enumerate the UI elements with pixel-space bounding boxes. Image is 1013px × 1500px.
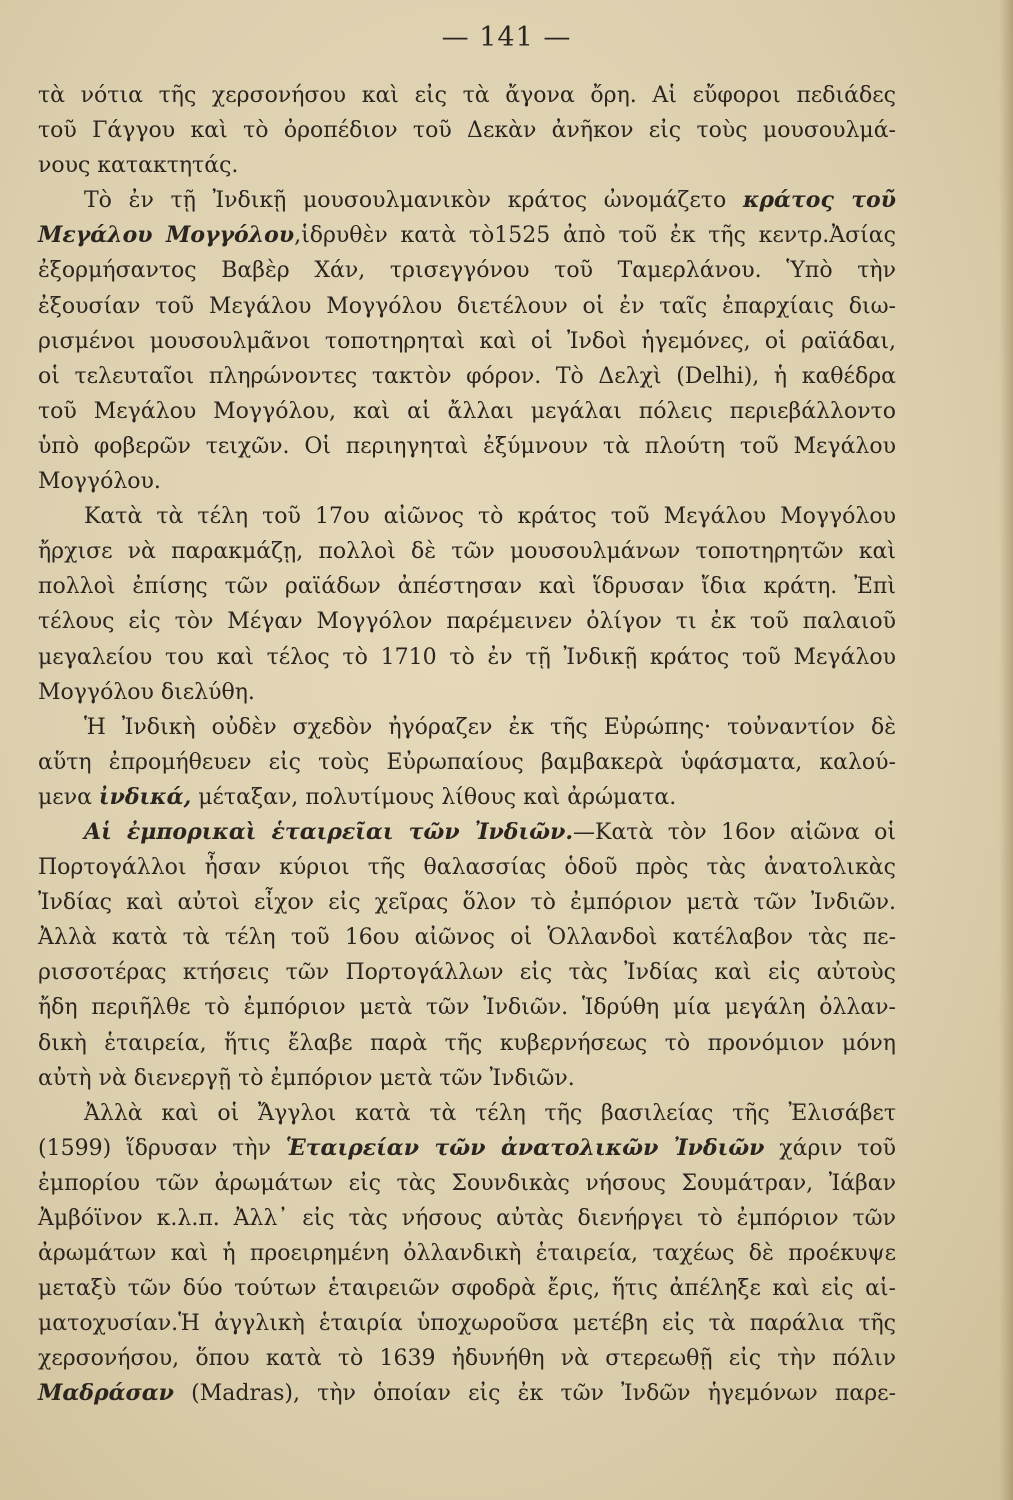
page-number: — 141 — xyxy=(441,22,572,53)
text-line: ρισσοτέρας κτήσεις τῶν Πορτογάλλων εἰς τὰς Ἰνδίας καὶ εἰς αὐτοὺς xyxy=(38,960,896,986)
text-line: Ἡ Ἰνδικὴ οὐδὲν σχεδὸν ἠγόραζεν ἐκ τῆς Εὐρώπης· τοὐναντίον δὲ xyxy=(84,714,896,740)
text-line: Ἀμβόϊνον κ.λ.π. Ἀλλ᾿ εἰς τὰς νήσους αὐτὰς διενήργει τὸ ἐμπόριον τῶν xyxy=(38,1206,896,1231)
text-line: ἐξορμήσαντος Βαβὲρ Χάν, τρισεγγόνου τοῦ Ταμερλάνου. Ὑπὸ τὴν xyxy=(38,258,896,284)
text-line: ὑπὸ φοβερῶν τειχῶν. Οἱ περιηγηταὶ ἐξύμνουν τὰ πλούτη τοῦ Μεγάλου xyxy=(38,433,896,459)
text-line: νους κατακτητάς. xyxy=(38,153,239,179)
text-line: τοῦ Γάγγου καὶ τὸ ὀροπέδιον τοῦ Δεκὰν ἀνῆκον εἰς τοὺς μουσουλμά- xyxy=(38,118,896,144)
text-run: ,ἱδρυθὲν κατὰ τὸ1525 ἀπὸ τοῦ ἐκ τῆς κεντρ.Ἀσίας xyxy=(294,223,896,249)
text-run: Τὸ ἐν τῇ Ἰνδικῇ μουσουλμανικὸν κράτος ὠνομάζετο xyxy=(84,188,743,214)
text-line: Ἀλλὰ καὶ οἱ Ἄγγλοι κατὰ τὰ τέλη τῆς βασιλείας τῆς Ἐλισάβετ xyxy=(84,1100,896,1126)
text-run: μέταξαν, πολυτίμους λίθους καὶ ἀρώματα. xyxy=(191,784,677,810)
text-line: ματοχυσίαν.Ἡ ἀγγλικὴ ἑταιρία ὑποχωροῦσα μετέβη εἰς τὰ παράλια τῆς xyxy=(38,1311,896,1337)
text-run: μενα xyxy=(38,784,99,810)
text-line: οἱ τελευταῖοι πληρώνοντες τακτὸν φόρον. Τὸ Δελχὶ (Delhi), ἡ καθέδρα xyxy=(38,363,896,389)
text-line: δικὴ ἑταιρεία, ἥτις ἔλαβε παρὰ τῆς κυβερνήσεως τὸ προνόμιον μόνη xyxy=(38,1030,896,1056)
bold-italic-phrase: Αἱ ἐμπορικαὶ ἑταιρεῖαι τῶν Ἰνδιῶν. xyxy=(84,818,574,845)
text-line: μεταξὺ τῶν δύο τούτων ἑταιρειῶν σφοδρὰ ἔρις, ἥτις ἀπέληξε καὶ εἰς αἱ- xyxy=(38,1276,896,1302)
text-line xyxy=(38,1131,896,1166)
text-line xyxy=(38,780,896,815)
text-line: αὕτη ἐπρομήθευεν εἰς τοὺς Εὐρωπαίους βαμβακερὰ ὑφάσματα, καλού- xyxy=(38,749,896,775)
text-line: ἐμπορίου τῶν ἀρωμάτων εἰς τὰς Σουνδικὰς νήσους Σουμάτραν, Ἰάβαν xyxy=(38,1170,896,1196)
text-line: τέλους εἰς τὸν Μέγαν Μογγόλον παρέμεινεν ὀλίγον τι ἐκ τοῦ παλαιοῦ xyxy=(38,609,896,635)
bold-italic-phrase: κράτος τοῦ xyxy=(742,187,896,214)
bold-italic-phrase: Μαδράσαν xyxy=(38,1380,174,1407)
text-run: (Madras), τὴν ὁποίαν εἰς ἐκ τῶν Ἰνδῶν ἡγεμόνων παρε- xyxy=(173,1381,896,1407)
text-line: ἤδη περιῆλθε τὸ ἐμπόριον μετὰ τῶν Ἰνδιῶν. Ἱδρύθη μία μεγάλη ὀλλαν- xyxy=(38,995,896,1021)
text-line: χερσονήσου, ὅπου κατὰ τὸ 1639 ἠδυνήθη νὰ στερεωθῇ εἰς τὴν πόλιν xyxy=(38,1346,896,1372)
text-run: —Κατὰ τὸν 16ον αἰῶνα οἱ xyxy=(573,819,897,845)
text-line: αὐτὴ νὰ διενεργῇ τὸ ἐμπόριον μετὰ τῶν Ἰνδιῶν. xyxy=(38,1065,575,1091)
text-run: χάριν τοῦ xyxy=(764,1135,896,1161)
text-run: (1599) ἵδρυσαν τὴν xyxy=(38,1135,286,1161)
text-line xyxy=(38,218,896,253)
text-line: Πορτογάλλοι ἦσαν κύριοι τῆς θαλασσίας ὁδοῦ πρὸς τὰς ἀνατολικὰς xyxy=(38,855,896,881)
bold-italic-phrase: Ἑταιρείαν τῶν ἀνατολικῶν Ἰνδιῶν xyxy=(285,1134,765,1161)
text-line: Μογγόλου διελύθη. xyxy=(38,679,255,705)
text-line: ἐξουσίαν τοῦ Μεγάλου Μογγόλου διετέλουν οἱ ἐν ταῖς ἐπαρχίαις διω- xyxy=(38,293,896,319)
text-line: Ἰνδίας καὶ αὐτοὶ εἶχον εἰς χεῖρας ὅλον τὸ ἐμπόριον μετὰ τῶν Ἰνδιῶν. xyxy=(38,890,896,916)
bold-italic-phrase: Μεγάλου Μογγόλου xyxy=(38,222,295,249)
text-line: Κατὰ τὰ τέλη τοῦ 17ου αἰῶνος τὸ κράτος τοῦ Μεγάλου Μογγόλου xyxy=(84,504,896,530)
text-line: τὰ νότια τῆς χερσονήσου καὶ εἰς τὰ ἄγονα ὄρη. Αἱ εὔφοροι πεδιάδες xyxy=(38,83,896,108)
text-line: Ἀλλὰ κατὰ τὰ τέλη τοῦ 16ου αἰῶνος οἱ Ὁλλανδοὶ κατέλαβον τὰς πε- xyxy=(38,925,896,951)
body-text xyxy=(38,78,896,1412)
text-line: ἤρχισε νὰ παρακμάζῃ, πολλοὶ δὲ τῶν μουσουλμάνων τοποτηρητῶν καὶ xyxy=(38,539,896,565)
text-line xyxy=(38,1376,896,1411)
bold-italic-phrase: ἰνδικά, xyxy=(98,783,192,810)
text-line xyxy=(38,815,896,850)
text-line: τοῦ Μεγάλου Μογγόλου, καὶ αἱ ἄλλαι μεγάλαι πόλεις περιεβάλλοντο xyxy=(38,398,896,424)
text-line: μεγαλείου του καὶ τέλος τὸ 1710 τὸ ἐν τῇ Ἰνδικῇ κράτος τοῦ Μεγάλου xyxy=(38,644,896,670)
text-line xyxy=(38,183,896,218)
page-edge-shadow xyxy=(999,0,1013,1500)
text-line: ἀρωμάτων καὶ ἡ προειρημένη ὀλλανδικὴ ἑταιρεία, ταχέως δὲ προέκυψε xyxy=(38,1241,896,1267)
text-line: ρισμένοι μουσουλμᾶνοι τοποτηρηταὶ καὶ οἱ Ἰνδοὶ ἡγεμόνες, οἱ ραϊάδαι, xyxy=(38,328,896,354)
text-line: Μογγόλου. xyxy=(38,469,161,495)
text-line: πολλοὶ ἐπίσης τῶν ραϊάδων ἀπέστησαν καὶ ἵδρυσαν ἴδια κράτη. Ἐπὶ xyxy=(38,574,896,600)
